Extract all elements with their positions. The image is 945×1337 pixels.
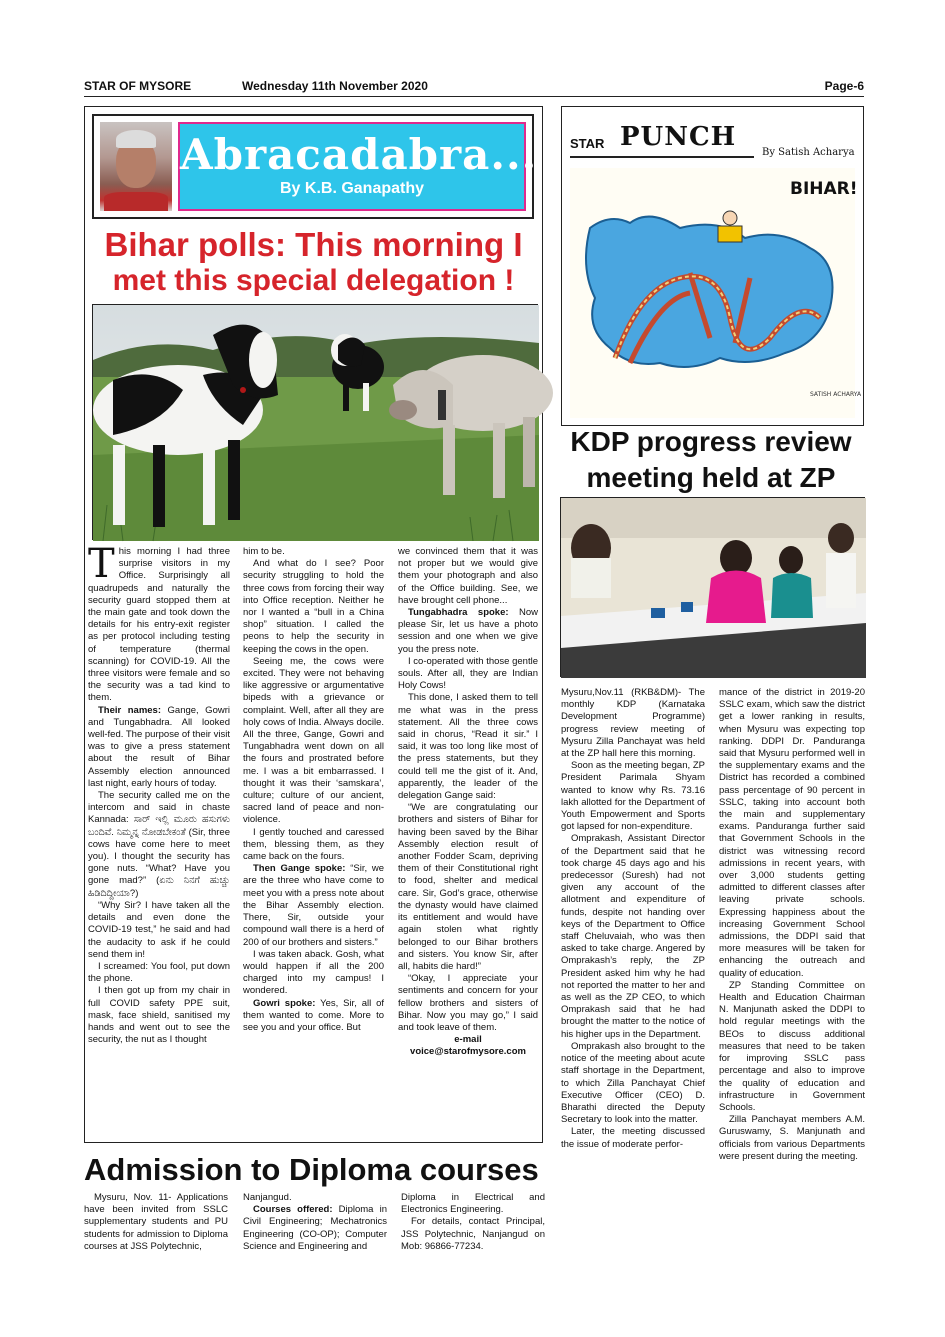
column-title-panel	[178, 122, 538, 211]
drop-cap: T	[88, 541, 115, 587]
article-column-2: him to be. And what do I see? Poor security struggling to hold the three cows from forcing their way into Office reception. Neither he nor I wanted a “bull in a China shop” situation. I called the peons to help the security in keeping the cows in the open. Seeing me, the cows were excited. They were not behaving like aggressive or argumentative bipeds with a grievance or complaint. Well, after all they are holy cows of India. Always docile. All the three, Gange, Gowri and Tungabhadra went down on all the fours and prostrated before me. I was a bit embarrassed. I thought it was their ‘samskara’, culture; culture of our ancient, sacred land of peace and non-violence. I gently touched and caressed them, blessing them, as they came back on the fours. Then Gange spoke: “Sir, we are the three who have come to meet you with a press note about the Bihar Assembly election. There, Sir, outside your compound wall there is a herd of 200 of our brothers and sisters.” I was taken aback. Gosh, what would happen if all the 200 charged into my campus! I wondered. Gowri spoke: Yes, Sir, all of them wanted to come. More to see you and your office. But	[243, 546, 385, 1033]
meeting-photo	[560, 497, 865, 677]
article-column-3: we convinced them that it was not proper but we would give them your photograph and also of the Office building. See, we have brought cell phone... Tungabhadra spoke: Now please Sir, let us have a photo session and one when we give you the press note. I co-operated with those gentle souls. After all, they are Indian Holy Cows! This done, I asked them to tell me what was in the press statement. All the three cows said in chorus, “Read it sir.” I said, it was too long like most of the press statements, but they could tell me the gist of it. And, apparently, the leader of the delegation Gange said: “We are congratulating our brothers and sisters of Bihar for having been saved by the Bihar Assembly election result of another Fodder Scam, depriving them of their Constitutional right to food, shelter and medical care. Sir, God’s grace, otherwise the dynasty would have claimed its entitlement and would have again stolen what rightly belonged to our Bihar brothers and sisters. You know Sir, after all, habits die hard!” “Okay, I appreciate your sentiments and concern for your fellow brothers and sisters of Bihar. Now you may go,” I said and took leave of them. e-mail voice@starofmysore.com	[398, 546, 538, 1058]
cartoonist-signature: SATISH ACHARYA	[810, 391, 862, 398]
cartoon-byline: By Satish Acharya	[762, 147, 855, 158]
column-banner	[92, 114, 538, 219]
admission-column-1: Mysuru, Nov. 11- Applications have been invited from SSLC supplementary students and PU students for admission to Diploma courses at JSS Polytechnic,	[84, 1192, 228, 1252]
author-photo	[100, 122, 172, 211]
column-byline: By K.B. Ganapathy	[279, 180, 425, 197]
issue-date: Wednesday 11th November 2020	[242, 79, 428, 93]
newspaper-name: STAR OF MYSORE	[84, 79, 192, 93]
kdp-headline	[556, 424, 866, 496]
bihar-cartoon	[570, 168, 862, 418]
article-headline-line2: met this special delegation !	[112, 264, 515, 297]
admission-column-2: Nanjangud. Courses offered: Diploma in Civil Engineering; Mechatronics Engineering (CO-OP); Computer Science and Engineering and	[243, 1192, 387, 1252]
punch-word: PUNCH	[620, 122, 737, 152]
kdp-headline-line2: meeting held at ZP	[586, 462, 836, 493]
admission-column-3: Diploma in Electrical and Electronics Engineering. For details, contact Principal, JSS Polytechnic, Nanjangud on Mob: 96866-77234.	[401, 1192, 545, 1252]
cartoon-caption: BIHAR!	[790, 179, 858, 199]
kdp-column-1: Mysuru,Nov.11 (RKB&DM)- The monthly KDP (Karnataka Development Programme) progress review meeting of Mysuru Zilla Panchayat was held at the ZP hall here this morning. Soon as the meeting began, ZP President Parimala Shyam wanted to know why Rs. 73.16 lakh allotted for the Department of Youth Empowerment and Sports got lapsed for non-expenditure. Omprakash, Assistant Director of the Department said that he took charge 45 days ago and his predecessor (Suresh) had not given any account of the allotment and expenditure of funds, despite not handing over keys of the Department to Office staff Cheluvaiah, who was then asked to take charge. Angered by Omprakash’s reply, the ZP President asked him why he had not reported the matter to her and as well as the ZP CEO, to which Omprakash said that he had brought the matter to the notice of his higher ups in the Department. Omprakash also brought to the notice of the meeting about acute staff shortage in the Department, to which Zilla Panchayat Chief Executive Officer (CEO) D. Bharathi directed the Deputy Secretary to look into the matter. Later, the meeting discussed the issue of moderate perfor-	[561, 687, 705, 1150]
column-title: Abracadabra...	[180, 130, 538, 179]
punch-star-label: STAR	[570, 136, 605, 151]
email-label: e-mail	[454, 1034, 482, 1046]
article-column-1: This morning I had three surprise visitors in my Office. Surprisingly all quadrupeds and naturally the security guard stopped them at the main gate and took down the details for his entry-exit register as per protocol including testing of temperature (thermal scanning) for COVID-19. All the three visitors were female and so the security was a tad kind to them. Their names: Gange, Gowri and Tungabhadra. All looked well-fed. The purpose of their visit was to give a press statement about the result of Bihar Assembly election announced last night, early hours of today. The security called me on the intercom and said in chaste Kannada: ಸಾರ್ ಇಲ್ಲಿ ಮೂರು ಹಸುಗಳು ಬಂದಿವೆ. ನಿಮ್ಮನ್ನ ನೋಡಬೇಕಂತೆ (Sir, three cows have come here to meet you). I thought the security has gone nuts. “What? Have you gone mad?” (ಏನು ನಿನಗೆ ಹುಚ್ಚು ಹಿಡಿದಿದ್ದೀಯಾ?) “Why Sir? I have taken all the details and even done the COVID-19 test,” he said and had the audacity to ask if he could send them in! I screamed: You fool, put down the phone. I then got up from my chair in full COVID safety PPE suit, mask, face shield, sanitised my hands and went out to see the security, the nut as I thought	[88, 541, 230, 1046]
star-punch-title	[570, 118, 750, 162]
admission-headline: Admission to Diploma courses	[84, 1152, 539, 1187]
article-headline-line1: Bihar polls: This morning I	[104, 226, 523, 263]
page-header	[84, 76, 864, 97]
kdp-column-2: mance of the district in 2019-20 SSLC exam, which saw the district get a lower ranking in results, when Mysuru was expecting top ranking. DDPI Dr. Panduranga said that Mysuru performed well in the supplementary exams and the District has recorded a combined pass percentage of 90 percent in SSLC, taking into account both the main and supplementary exams. Panduranga further said that Government Schools in the district was witnessing record admissions in recent years, with over 3,000 students getting admitted to different classes after leaving private schools. Expressing happiness about the increasing Government School admissions, the DDPI said that more measures will be taken for enhancing the outreach and quality of education. ZP Standing Committee on Health and Education Chairman N. Manjunath asked the DDPI to hold regular meetings with the BEOs to discuss additional measures that need to be taken for improving SSLC pass percentage and also to improve the quality of education and infrastructure in Government Schools. Zilla Panchayat members A.M. Guruswamy, S. Manjunath and officials from various Departments were present during the meeting.	[719, 687, 865, 1162]
kdp-headline-line1: KDP progress review	[570, 426, 852, 457]
email-address[interactable]: voice@starofmysore.com	[410, 1046, 526, 1058]
cows-photo	[92, 304, 538, 540]
page-number: Page-6	[824, 79, 864, 93]
